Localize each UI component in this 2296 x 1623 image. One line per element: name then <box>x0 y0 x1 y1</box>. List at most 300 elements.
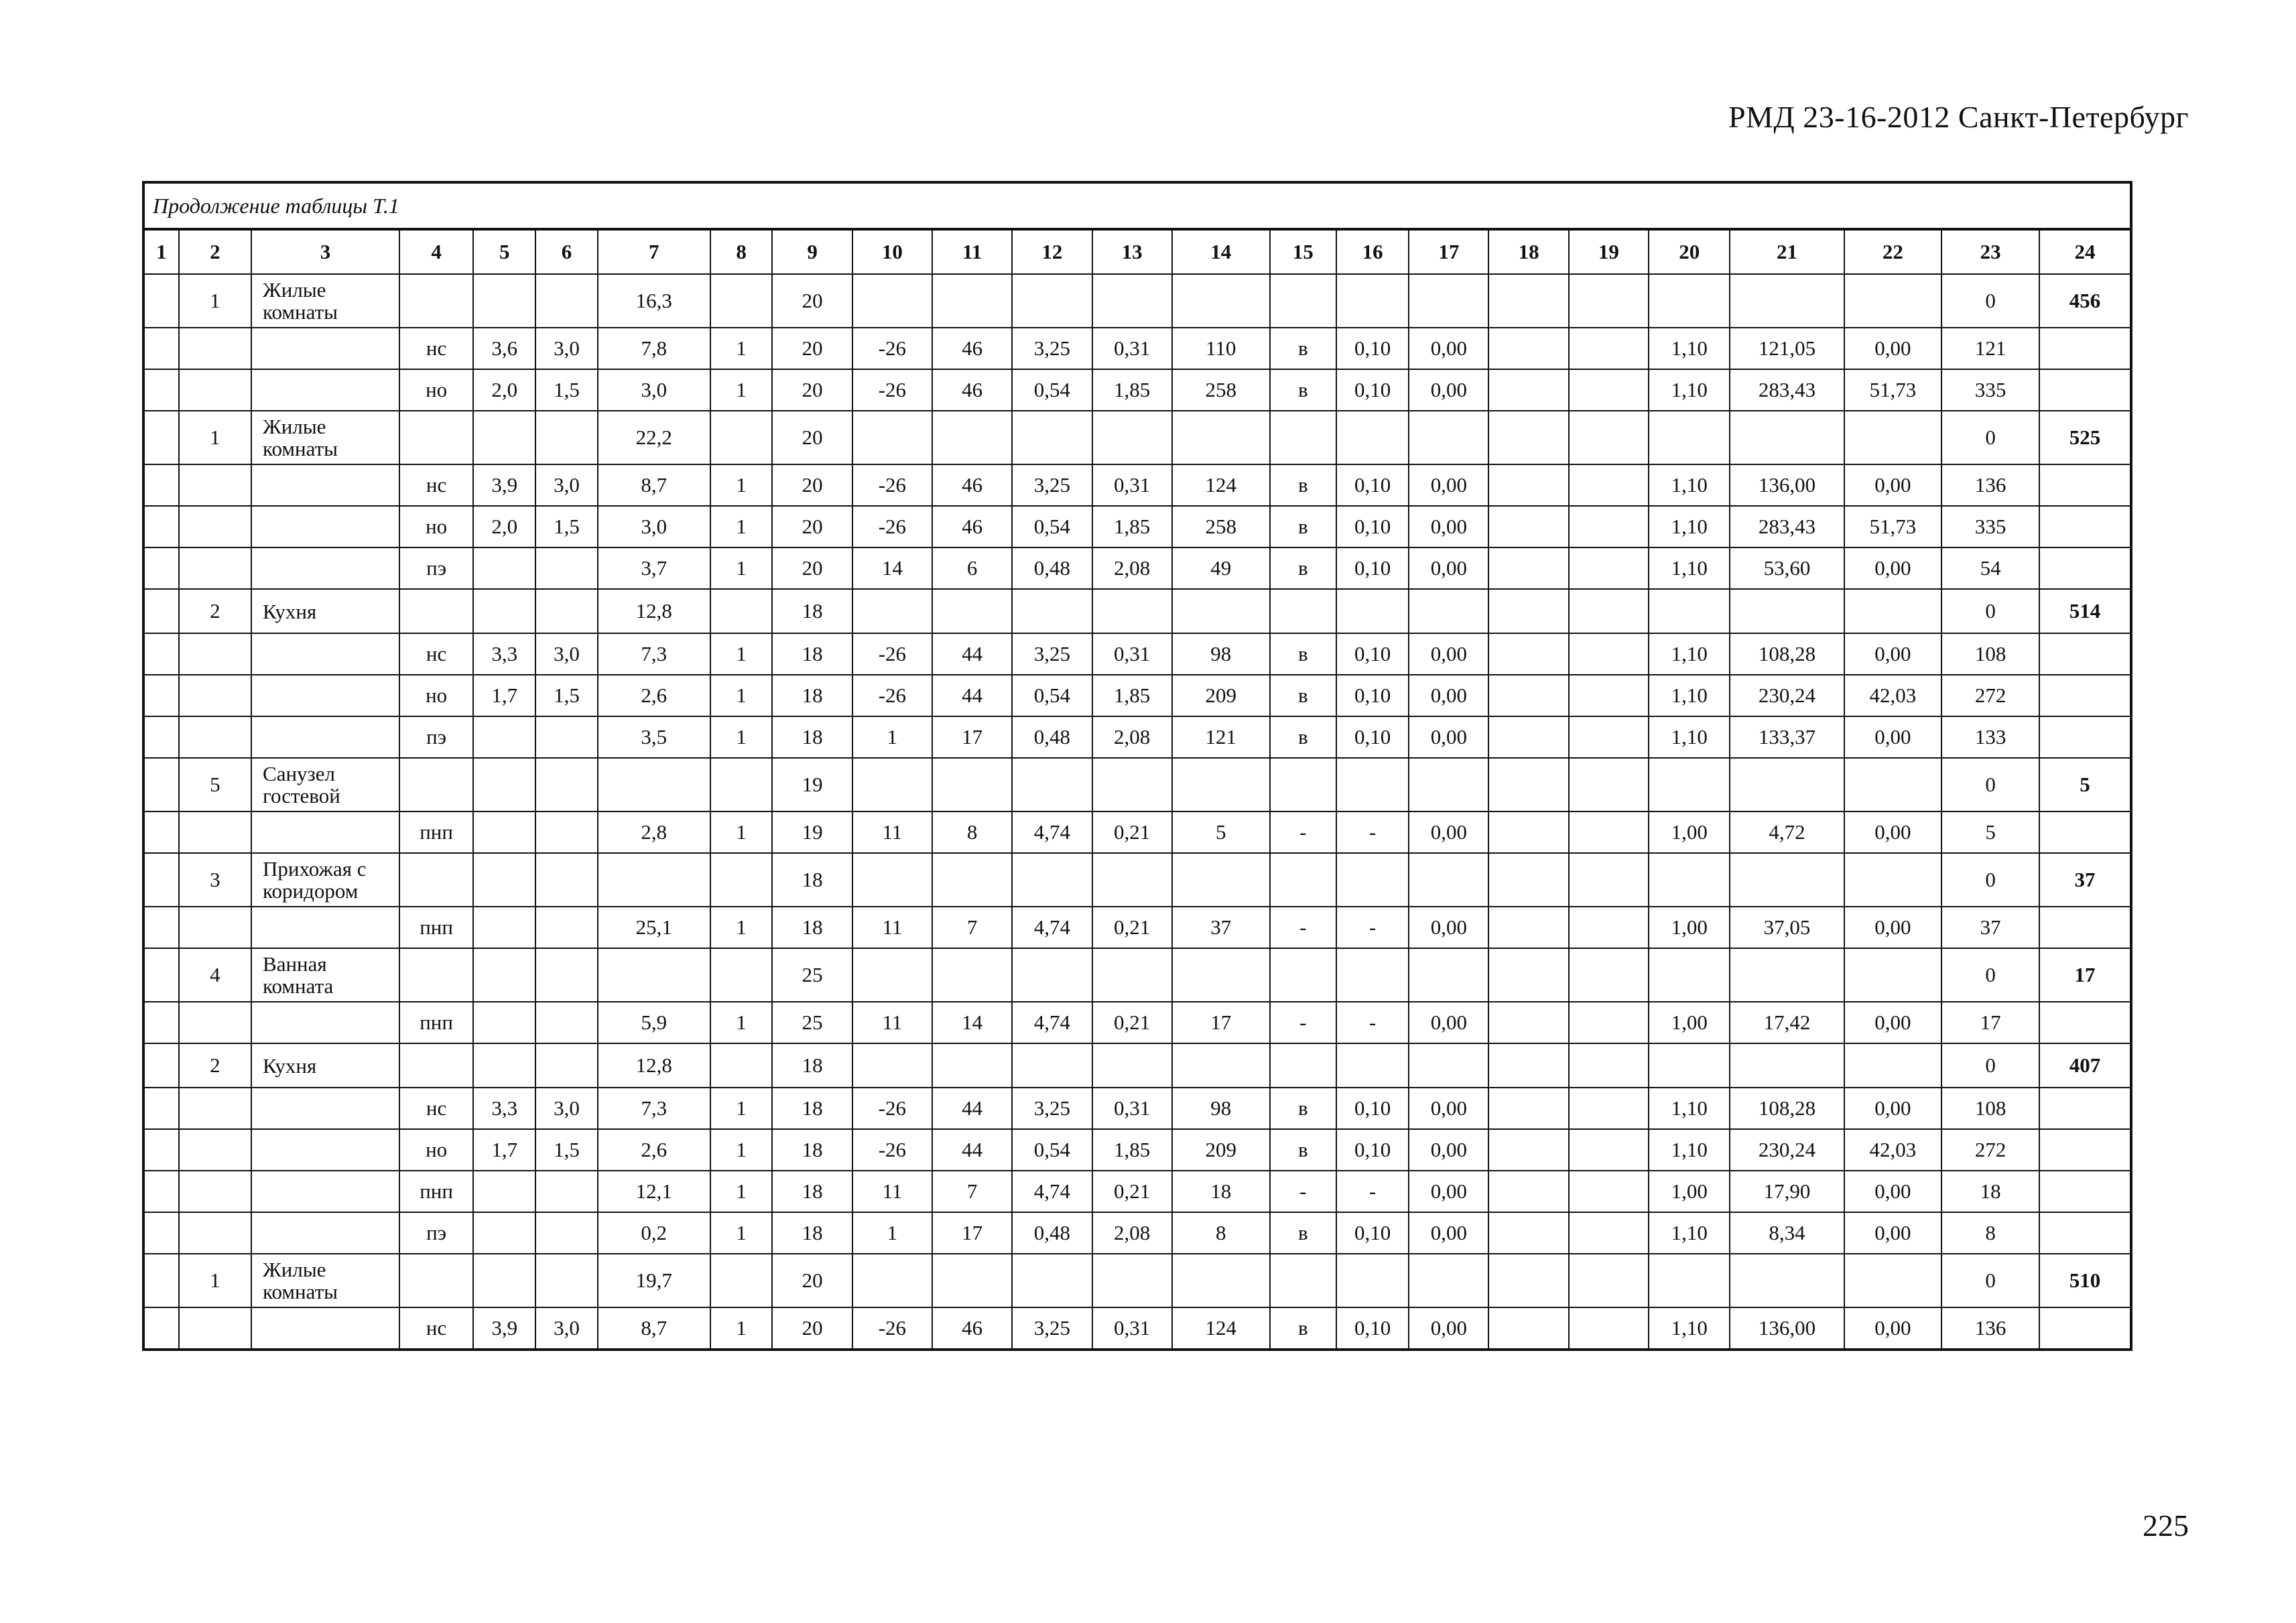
table-cell <box>251 1129 399 1171</box>
surface-row <box>145 547 2130 589</box>
table-cell: 0,00 <box>1844 1171 1942 1212</box>
table-cell <box>1092 948 1172 1002</box>
table-cell <box>1649 589 1730 633</box>
table-cell <box>473 907 535 948</box>
table-cell: 0,31 <box>1092 1088 1172 1129</box>
table-cell: 1,7 <box>473 1129 535 1171</box>
table-cell <box>179 1002 251 1043</box>
table-cell: 0,54 <box>1012 369 1092 411</box>
table-cell: 0,2 <box>598 1212 710 1254</box>
table-cell <box>251 547 399 589</box>
table-cell <box>251 812 399 853</box>
table-cell: 2,8 <box>598 812 710 853</box>
table-cell <box>1488 853 1568 907</box>
table-cell: -26 <box>852 1307 932 1348</box>
table-cell: 1,5 <box>535 675 598 716</box>
table-cell <box>145 907 179 948</box>
table-cell: 53,60 <box>1730 547 1844 589</box>
table-cell: 4,74 <box>1012 1171 1092 1212</box>
table-cell <box>535 907 598 948</box>
table-cell <box>2039 1129 2130 1171</box>
table-cell: в <box>1270 464 1336 506</box>
table-cell <box>1172 1043 1270 1088</box>
room-row <box>145 758 2130 812</box>
table-cell: 1,10 <box>1649 547 1730 589</box>
table-caption: Продолжение таблицы Т.1 <box>145 184 2130 231</box>
header-row <box>145 231 2130 274</box>
table-cell <box>1092 853 1172 907</box>
table-cell <box>852 589 932 633</box>
table-cell: 19 <box>772 758 852 812</box>
table-cell: в <box>1270 1307 1336 1348</box>
table-cell <box>1649 1254 1730 1307</box>
table-cell: 1,10 <box>1649 1212 1730 1254</box>
column-header: 21 <box>1730 231 1844 274</box>
table-cell <box>145 1171 179 1212</box>
table-cell: -26 <box>852 1088 932 1129</box>
surface-row <box>145 1171 2130 1212</box>
table-cell: но <box>399 1129 473 1171</box>
data-table <box>145 231 2130 1348</box>
table-cell: 17 <box>1172 1002 1270 1043</box>
table-cell <box>145 506 179 547</box>
table-cell: 3,7 <box>598 547 710 589</box>
table-cell <box>1012 589 1092 633</box>
table-cell <box>251 1002 399 1043</box>
table-cell: в <box>1270 1088 1336 1129</box>
table-cell: 1 <box>710 1171 773 1212</box>
column-header: 22 <box>1844 231 1942 274</box>
document-code: РМД 23-16-2012 Санкт-Петербург <box>1728 100 2189 134</box>
table-cell: Жилые комнаты <box>251 274 399 328</box>
table-cell <box>1270 411 1336 464</box>
table-cell: 133,37 <box>1730 716 1844 758</box>
column-header: 16 <box>1336 231 1409 274</box>
table-cell <box>710 948 773 1002</box>
table-cell <box>1844 1043 1942 1088</box>
table-cell: 0,00 <box>1409 812 1488 853</box>
table-cell <box>852 853 932 907</box>
table-cell <box>1569 1307 1649 1348</box>
table-cell: 51,73 <box>1844 369 1942 411</box>
room-row <box>145 853 2130 907</box>
table-cell: 1,10 <box>1649 464 1730 506</box>
table-cell: 20 <box>772 328 852 369</box>
table-cell <box>932 274 1012 328</box>
table-cell <box>1409 1043 1488 1088</box>
table-cell: Кухня <box>251 1043 399 1088</box>
table-cell: 0,21 <box>1092 1171 1172 1212</box>
table-cell: 11 <box>852 812 932 853</box>
table-cell <box>399 274 473 328</box>
table-cell: 2,08 <box>1092 547 1172 589</box>
table-cell: 8,7 <box>598 464 710 506</box>
table-cell: 0 <box>1941 1043 2039 1088</box>
table-cell: 51,73 <box>1844 506 1942 547</box>
table-cell <box>179 1212 251 1254</box>
table-cell: 37,05 <box>1730 907 1844 948</box>
table-cell: 37 <box>2039 853 2130 907</box>
column-header: 12 <box>1012 231 1092 274</box>
table-cell: 18 <box>772 1212 852 1254</box>
table-cell <box>145 1129 179 1171</box>
table-cell <box>1336 411 1409 464</box>
table-cell: 1 <box>710 369 773 411</box>
table-cell: 0,00 <box>1409 1212 1488 1254</box>
table-cell: но <box>399 675 473 716</box>
table-cell <box>473 1212 535 1254</box>
table-cell: в <box>1270 675 1336 716</box>
table-cell <box>1488 948 1568 1002</box>
table-cell <box>1488 589 1568 633</box>
table-cell: 0,00 <box>1409 633 1488 675</box>
column-header: 4 <box>399 231 473 274</box>
table-cell: 3,0 <box>535 1088 598 1129</box>
table-cell: пэ <box>399 716 473 758</box>
table-cell <box>1336 274 1409 328</box>
table-cell: 0,10 <box>1336 716 1409 758</box>
table-cell <box>1270 274 1336 328</box>
table-cell <box>251 1307 399 1348</box>
table-cell: 1 <box>710 547 773 589</box>
table-cell: 0 <box>1941 589 2039 633</box>
table-cell <box>852 411 932 464</box>
table-cell <box>932 758 1012 812</box>
table-cell <box>473 411 535 464</box>
table-cell: 7 <box>932 1171 1012 1212</box>
table-cell <box>1488 675 1568 716</box>
table-cell: 230,24 <box>1730 1129 1844 1171</box>
table-cell <box>1409 1254 1488 1307</box>
table-cell <box>473 1002 535 1043</box>
table-cell <box>1488 1088 1568 1129</box>
table-cell: 121 <box>1941 328 2039 369</box>
table-cell: нс <box>399 1307 473 1348</box>
table-cell: 25 <box>772 948 852 1002</box>
table-cell: Прихожая с коридором <box>251 853 399 907</box>
table-cell <box>1092 589 1172 633</box>
column-header: 9 <box>772 231 852 274</box>
column-header: 7 <box>598 231 710 274</box>
table-cell: 7 <box>932 907 1012 948</box>
table-cell <box>1270 853 1336 907</box>
table-cell <box>251 907 399 948</box>
table-cell: 5 <box>2039 758 2130 812</box>
table-cell <box>852 1254 932 1307</box>
table-cell <box>145 1307 179 1348</box>
table-cell <box>710 1043 773 1088</box>
table-cell <box>1409 274 1488 328</box>
table-cell: 1 <box>710 1129 773 1171</box>
table-cell: 37 <box>1172 907 1270 948</box>
table-cell <box>179 1307 251 1348</box>
table-cell <box>145 589 179 633</box>
table-cell <box>1649 948 1730 1002</box>
table-cell <box>535 411 598 464</box>
table-cell <box>1270 948 1336 1002</box>
table-cell: - <box>1270 1171 1336 1212</box>
table-cell: пнп <box>399 907 473 948</box>
table-cell: 1,10 <box>1649 1129 1730 1171</box>
table-cell <box>145 369 179 411</box>
table-cell: 1,85 <box>1092 1129 1172 1171</box>
table-cell: 0,54 <box>1012 506 1092 547</box>
table-cell <box>1569 758 1649 812</box>
table-cell <box>145 547 179 589</box>
table-cell <box>145 1088 179 1129</box>
table-cell: 0,00 <box>1844 1088 1942 1129</box>
room-row <box>145 411 2130 464</box>
table-cell <box>145 758 179 812</box>
table-cell <box>2039 907 2130 948</box>
table-cell: 108 <box>1941 633 2039 675</box>
table-cell <box>852 758 932 812</box>
table-cell <box>179 812 251 853</box>
column-header: 24 <box>2039 231 2130 274</box>
table-cell: в <box>1270 1212 1336 1254</box>
table-cell <box>535 948 598 1002</box>
table-cell <box>1569 948 1649 1002</box>
table-cell: 20 <box>772 274 852 328</box>
table-cell <box>710 758 773 812</box>
table-cell <box>535 1212 598 1254</box>
table-cell: - <box>1336 812 1409 853</box>
table-cell: 0,31 <box>1092 328 1172 369</box>
table-cell <box>145 853 179 907</box>
table-cell <box>1488 547 1568 589</box>
table-cell: 0,00 <box>1844 907 1942 948</box>
table-cell: 19 <box>772 812 852 853</box>
table-cell: 37 <box>1941 907 2039 948</box>
table-cell: 42,03 <box>1844 675 1942 716</box>
table-cell <box>1569 506 1649 547</box>
table-cell <box>2039 1171 2130 1212</box>
table-cell: 6 <box>932 547 1012 589</box>
table-cell: 1 <box>852 1212 932 1254</box>
table-cell: 0,10 <box>1336 1212 1409 1254</box>
table-cell: 136,00 <box>1730 1307 1844 1348</box>
table-cell <box>710 274 773 328</box>
table-cell <box>1172 948 1270 1002</box>
table-cell: нс <box>399 633 473 675</box>
column-header: 6 <box>535 231 598 274</box>
table-cell <box>473 1043 535 1088</box>
table-cell <box>1569 464 1649 506</box>
table-cell: - <box>1270 1002 1336 1043</box>
table-cell: пэ <box>399 1212 473 1254</box>
table-cell: 11 <box>852 907 932 948</box>
table-cell: 283,43 <box>1730 369 1844 411</box>
table-cell: 0,00 <box>1844 716 1942 758</box>
table-cell: 18 <box>772 633 852 675</box>
table-cell: 124 <box>1172 1307 1270 1348</box>
table-cell: 18 <box>1172 1171 1270 1212</box>
table-cell: 1,10 <box>1649 328 1730 369</box>
table-cell: 18 <box>772 907 852 948</box>
table-cell: 17,90 <box>1730 1171 1844 1212</box>
table-cell: 0,00 <box>1409 1088 1488 1129</box>
table-cell <box>852 274 932 328</box>
table-cell: 98 <box>1172 633 1270 675</box>
table-cell: 46 <box>932 464 1012 506</box>
table-cell <box>1488 274 1568 328</box>
table-cell: 2,08 <box>1092 716 1172 758</box>
table-cell <box>1172 853 1270 907</box>
table-cell: - <box>1336 907 1409 948</box>
column-header: 11 <box>932 231 1012 274</box>
table-cell: 8,7 <box>598 1307 710 1348</box>
table-cell: 108,28 <box>1730 1088 1844 1129</box>
table-cell: 5 <box>1172 812 1270 853</box>
table-cell <box>179 328 251 369</box>
column-header: 8 <box>710 231 773 274</box>
table-cell: 44 <box>932 1129 1012 1171</box>
table-cell: 1 <box>710 506 773 547</box>
table-cell: нс <box>399 1088 473 1129</box>
table-cell <box>1730 1254 1844 1307</box>
table-cell: 0,48 <box>1012 716 1092 758</box>
table-cell <box>535 716 598 758</box>
column-header: 14 <box>1172 231 1270 274</box>
table-cell: 3,25 <box>1012 328 1092 369</box>
table-cell: 1,5 <box>535 369 598 411</box>
table-cell: 5 <box>1941 812 2039 853</box>
table-cell: 0,00 <box>1844 812 1942 853</box>
table-cell <box>1844 274 1942 328</box>
table-cell <box>145 812 179 853</box>
table-cell: 25 <box>772 1002 852 1043</box>
table-cell: 0 <box>1941 411 2039 464</box>
table-cell: в <box>1270 547 1336 589</box>
room-row <box>145 1043 2130 1088</box>
table-cell: - <box>1270 812 1336 853</box>
table-cell: -26 <box>852 369 932 411</box>
table-cell: 0,10 <box>1336 1088 1409 1129</box>
table-cell: 1 <box>852 716 932 758</box>
table-cell <box>179 1171 251 1212</box>
table-cell: 335 <box>1941 369 2039 411</box>
table-cell: в <box>1270 1129 1336 1171</box>
surface-row <box>145 1002 2130 1043</box>
table-cell <box>473 547 535 589</box>
table-cell: 0,10 <box>1336 369 1409 411</box>
table-cell: 136 <box>1941 1307 2039 1348</box>
table-cell: 3,5 <box>598 716 710 758</box>
table-cell <box>1172 758 1270 812</box>
table-cell: 1,10 <box>1649 1088 1730 1129</box>
table-cell <box>145 1254 179 1307</box>
table-cell <box>1012 948 1092 1002</box>
table-cell: 0,21 <box>1092 812 1172 853</box>
table-cell <box>1569 274 1649 328</box>
table-cell <box>2039 547 2130 589</box>
column-header: 15 <box>1270 231 1336 274</box>
table-cell: 25,1 <box>598 907 710 948</box>
table-cell: 0,00 <box>1409 1171 1488 1212</box>
table-cell: 98 <box>1172 1088 1270 1129</box>
table-cell: 2,08 <box>1092 1212 1172 1254</box>
table-cell <box>1569 369 1649 411</box>
table-cell <box>1844 1254 1942 1307</box>
table-cell: 456 <box>2039 274 2130 328</box>
table-cell: 1 <box>710 675 773 716</box>
table-cell: 1 <box>710 907 773 948</box>
table-cell: 133 <box>1941 716 2039 758</box>
table-cell <box>535 1171 598 1212</box>
column-header: 19 <box>1569 231 1649 274</box>
table-cell <box>2039 716 2130 758</box>
table-cell <box>1270 589 1336 633</box>
surface-row <box>145 369 2130 411</box>
table-cell: 0,48 <box>1012 1212 1092 1254</box>
table-cell <box>145 411 179 464</box>
page-number: 225 <box>2143 1508 2189 1543</box>
table-cell <box>535 853 598 907</box>
table-cell: 2,0 <box>473 369 535 411</box>
table-cell <box>1730 411 1844 464</box>
table-cell: 3,0 <box>535 1307 598 1348</box>
table-cell: 209 <box>1172 675 1270 716</box>
table-cell <box>1488 328 1568 369</box>
table-cell: 1,00 <box>1649 1171 1730 1212</box>
table-cell <box>1569 675 1649 716</box>
table-cell: 0,48 <box>1012 547 1092 589</box>
table-cell <box>179 1088 251 1129</box>
table-cell: 1,5 <box>535 506 598 547</box>
table-cell <box>1488 633 1568 675</box>
table-cell <box>145 1043 179 1088</box>
table-cell <box>1569 633 1649 675</box>
table-cell <box>535 274 598 328</box>
table-cell <box>145 464 179 506</box>
table-cell: - <box>1270 907 1336 948</box>
table-cell <box>1409 411 1488 464</box>
table-cell: 42,03 <box>1844 1129 1942 1171</box>
table-cell: 0 <box>1941 758 2039 812</box>
table-cell <box>251 464 399 506</box>
table-cell <box>1488 411 1568 464</box>
table-cell <box>1012 1043 1092 1088</box>
table-cell <box>535 1043 598 1088</box>
table-cell <box>1336 853 1409 907</box>
table-cell <box>1569 907 1649 948</box>
table-cell: 12,8 <box>598 1043 710 1088</box>
table-cell <box>535 1002 598 1043</box>
table-cell <box>399 948 473 1002</box>
table-cell: 49 <box>1172 547 1270 589</box>
table-cell: -26 <box>852 633 932 675</box>
table-cell: 18 <box>1941 1171 2039 1212</box>
table-cell: 1 <box>179 1254 251 1307</box>
table-cell <box>1172 274 1270 328</box>
table-cell <box>1336 1043 1409 1088</box>
table-cell: 1,00 <box>1649 1002 1730 1043</box>
table-cell: 510 <box>2039 1254 2130 1307</box>
table-cell: 5,9 <box>598 1002 710 1043</box>
table-cell <box>399 411 473 464</box>
table-cell <box>535 1254 598 1307</box>
table-cell <box>1336 758 1409 812</box>
table-cell: Жилые комнаты <box>251 1254 399 1307</box>
table-cell: 0,00 <box>1409 675 1488 716</box>
table-cell: 0,31 <box>1092 633 1172 675</box>
table-cell: 20 <box>772 369 852 411</box>
table-cell: 3,0 <box>598 369 710 411</box>
table-cell: 1 <box>710 1307 773 1348</box>
table-cell: 0 <box>1941 274 2039 328</box>
table-cell: в <box>1270 506 1336 547</box>
table-cell <box>1488 369 1568 411</box>
